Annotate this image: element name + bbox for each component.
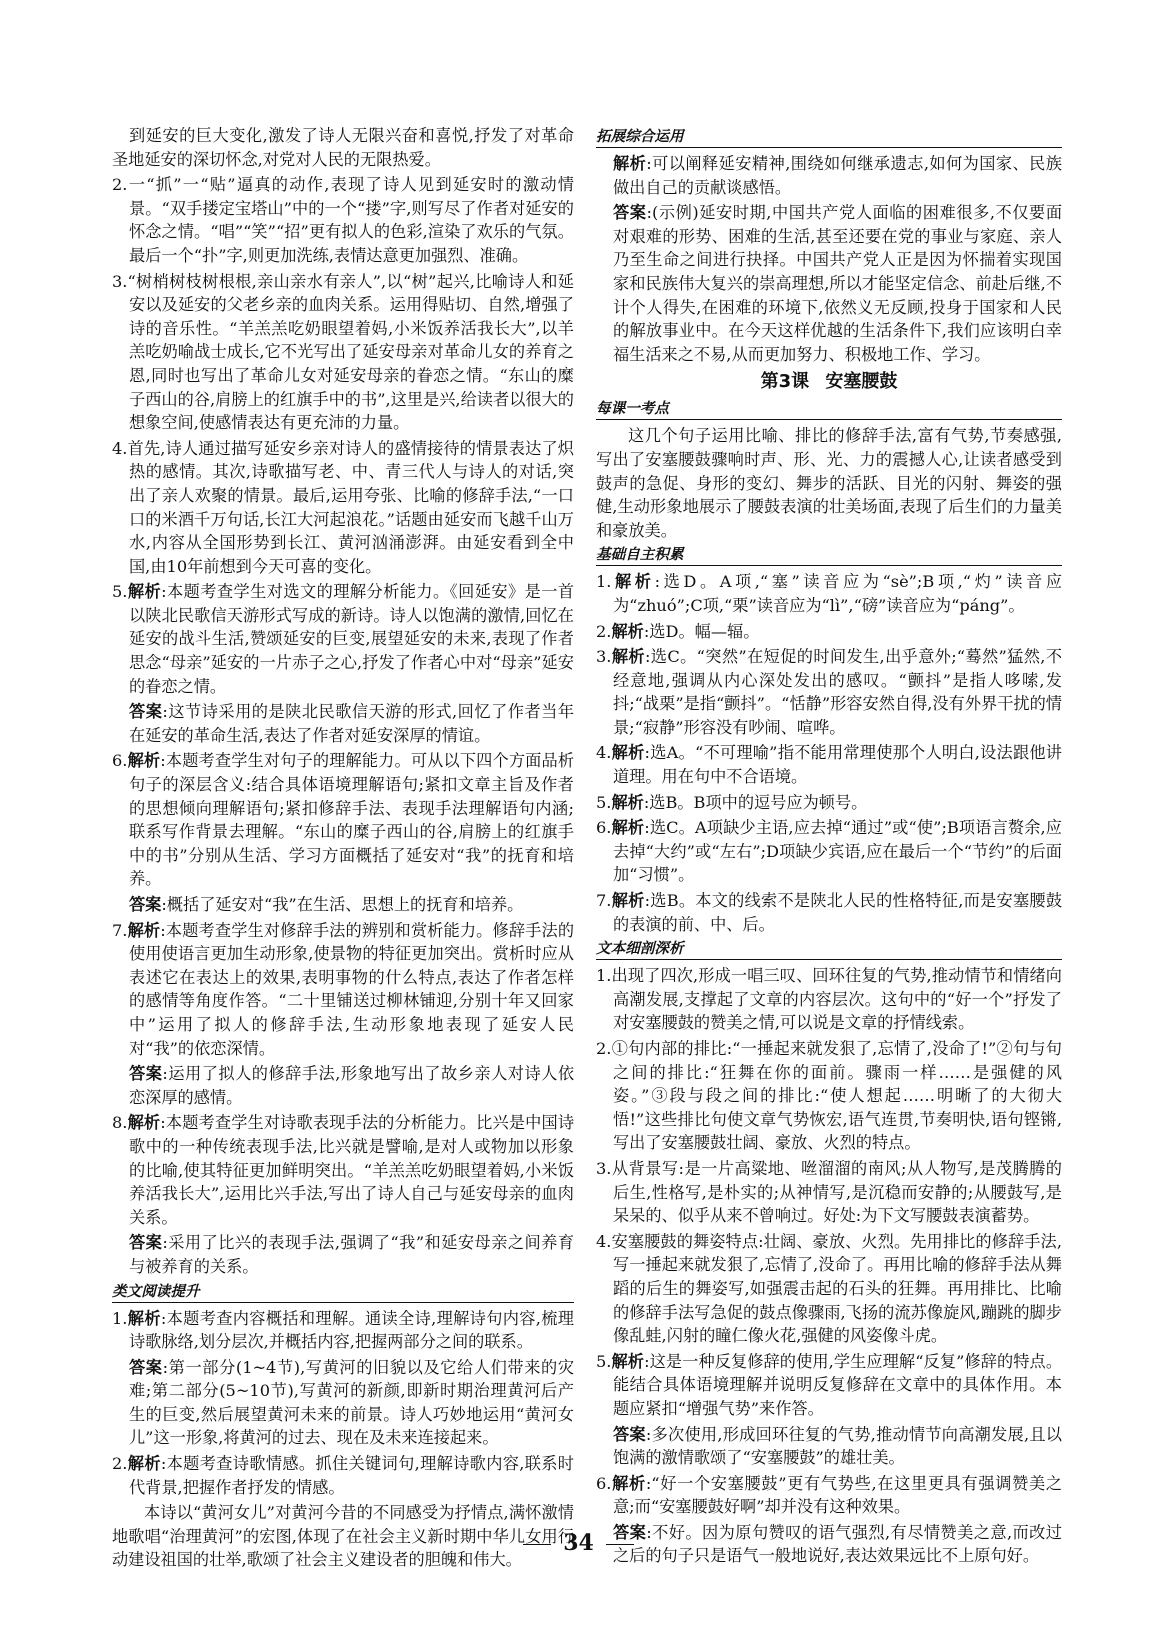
item-number: 7.	[112, 920, 128, 940]
analysis-text: :选B。B项中的逗号应为顿号。	[643, 792, 868, 812]
analysis-label: 解析	[127, 920, 161, 940]
continued-paragraph: 到延安的巨大变化,激发了诗人无限兴奋和喜悦,抒发了对革命圣地延安的深切怀念,对党对人民的无限热爱。	[112, 126, 574, 169]
jichu-item-6	[596, 816, 1062, 887]
answer-5-key	[112, 700, 574, 747]
analysis-text: :选C。A项缺少主语,应去掉“通过”或“使”;B项语言赘余,应去掉“大约”或“左右”;D项缺少宾语,应在最后一个“节约”的后面加“习惯”。	[613, 818, 1062, 885]
answer-item-4: 4.首先,诗人通过描写延安乡亲对诗人的盛情接待的情景表达了炽热的感情。其次,诗歌描写老、中、青三代人与诗人的对话,突出了亲人欢聚的情景。最后,运用夸张、比喻的修辞手法,“一口口的米酒千万句话,长江大河起浪花。”话题由延安而飞越千山万水,内容从全国形势到长江、黄河汹涌澎湃。由延安看到全中国,由10年前想到今天可喜的变化。	[112, 438, 574, 576]
answer-label: 答案	[613, 1424, 646, 1444]
analysis-label: 解析	[127, 1113, 161, 1133]
item-number: 5.	[596, 792, 612, 812]
analysis-text: :选B。本文的线索不是陕北人民的性格特征,而是安塞腰鼓的表演的前、中、后。	[613, 891, 1063, 934]
jichu-item-5	[596, 791, 1062, 815]
page-number: 34	[563, 1530, 594, 1556]
item-number: 8.	[112, 1113, 128, 1133]
analysis-label: 解析	[611, 572, 655, 592]
section-title: 文本细剖深析	[596, 940, 684, 958]
wenben-item-3: 3.从背景写:是一片高粱地、咝溜溜的南风;从人物写,是茂腾腾的后生,性格写,是朴实的;从神情写,是沉稳而安静的;从腰鼓写,是呆呆的、似乎从来不曾响过。好处:为下文写腰鼓表演蓄势。	[596, 1158, 1062, 1226]
answer-text: :第一部分(1~4节),写黄河的旧貌以及它给人们带来的灾难;第二部分(5~10节),写黄河的新颜,即新时期治理黄河后产生的巨变,然后展望黄河未来的前景。诗人巧妙地运用“黄河女儿”这一形象,将黄河的过去、现在及未来连接起来。	[129, 1357, 575, 1448]
answer-label: 答案	[129, 702, 163, 722]
analysis-label: 解析	[611, 891, 645, 911]
item-number: 1.	[596, 572, 612, 592]
item-number: 6.	[596, 1473, 612, 1493]
analysis-label: 解析	[127, 751, 161, 771]
jichu-item-4	[596, 741, 1062, 788]
analysis-label: 解析	[611, 621, 644, 641]
analysis-text: :选D。A项,“塞”读音应为“sè”;B项,“灼”读音应为“zhuó”;C项,“栗”读音应为“lì”,“磅”读音应为“páng”。	[613, 572, 1063, 615]
item-number: 2.	[112, 1454, 128, 1474]
answer-item-6	[112, 749, 574, 891]
section-heading-wenben	[596, 939, 1062, 960]
item-number: 1.	[112, 1308, 128, 1328]
item-number: 5.	[596, 1351, 612, 1371]
leiwen-2-paragraph: 本诗以“黄河女儿”对黄河今昔的不同感受为抒情点,满怀激情地歌唱“治理黄河”的宏图,体现了在社会主义新时期中华儿女用行动建设祖国的壮举,歌颂了社会主义建设者的胆魄和伟大。	[112, 1503, 574, 1570]
answer-label: 答案	[129, 895, 162, 914]
analysis-text: :选A。“不可理喻”指不能用常理使那个人明白,设法跟他讲道理。用在句中不合语境。	[613, 743, 1062, 787]
answer-item-5	[112, 580, 574, 698]
tuozhan-answer	[596, 201, 1062, 366]
analysis-label: 解析	[611, 1351, 645, 1371]
wenben-item-2: 2.①句内部的排比:“一捶起来就发狠了,忘情了,没命了!”②句与句之间的排比:“狂舞在你的面前。骤雨一样……是强健的风姿。”③段与段之间的排比:“使人想起……明晰了的大彻大悟!”这些排比句使文章气势恢宏,语气连贯,节奏明快,语句铿锵,写出了安塞腰鼓壮阔、豪放、火烈的特点。	[596, 1039, 1062, 1153]
answer-item-2: 2.一“抓”一“贴”逼真的动作,表现了诗人见到延安时的激动情景。“双手搂定宝塔山”中的一个“搂”字,则写尽了作者对延安的怀念之情。“唱”“笑”“招”更有拟人的色彩,渲染了欢乐的气氛。最后一个“扑”字,则更加洗练,表情达意更加强烈、准确。	[112, 175, 574, 265]
analysis-text: :选C。“突然”在短促的时间发生,出乎意外;“蓦然”猛然,不经意地,强调从内心深处发出的感叹。“颤抖”是指人哆嗦,发抖;“战栗”是指“颤抖”。“恬静”形容安然自得,没有外界干扰的情景;“寂静”形容没有吵闹、喧哗。	[613, 647, 1063, 737]
analysis-text: :可以阐释延安精神,围绕如何继承遗志,如何为国家、民族做出自己的贡献谈感悟。	[613, 154, 1062, 197]
analysis-text: :这是一种反复修辞的使用,学生应理解“反复”修辞的特点。能结合具体语境理解并说明反复修辞在文章中的具体作用。本题应紧扣“增强气势”来作答。	[613, 1351, 1063, 1418]
answer-7-key	[112, 1062, 574, 1109]
wenben-item-5	[596, 1350, 1062, 1421]
section-heading-tuozhan	[596, 127, 1062, 148]
answer-text: :这节诗采用的是陕北民歌信天游的形式,回忆了作者当年在延安的革命生活,表达了作者对延安深厚的情谊。	[129, 702, 575, 745]
jichu-item-1	[596, 570, 1062, 617]
answer-label: 答案	[129, 1357, 163, 1377]
answer-text: :不好。因为原句赞叹的语气强烈,有尽情赞美之意,而改过之后的句子只是语气一般地说好,表达效果远比不上原句好。	[613, 1522, 1062, 1566]
answer-label: 答案	[129, 1233, 163, 1253]
answer-text: :采用了比兴的表现手法,强调了“我”和延安母亲之间养育与被养育的关系。	[129, 1233, 575, 1276]
analysis-text: :“好一个安塞腰鼓”更有气势些,在这里更具有强调赞美之意;而“安塞腰鼓好啊”却并没有这种效果。	[613, 1473, 1063, 1517]
section-heading-jichu	[596, 545, 1062, 566]
footer-dash-left	[523, 1544, 551, 1545]
item-number: 7.	[596, 891, 612, 911]
item-number: 6.	[596, 818, 612, 838]
answer-item-8	[112, 1111, 574, 1229]
tuozhan-analysis	[596, 152, 1062, 199]
section-title: 类文阅读提升	[112, 1282, 200, 1300]
section-heading-meike	[596, 399, 1062, 420]
answer-6-key	[112, 893, 574, 917]
analysis-label: 解析	[611, 647, 645, 667]
item-number: 5.	[112, 582, 128, 602]
jichu-item-7	[596, 889, 1062, 936]
leiwen-item-2	[112, 1452, 574, 1499]
analysis-text: :本题考查诗歌情感。抓住关键词句,理解诗歌内容,联系时代背景,把握作者抒发的情感。	[129, 1454, 574, 1497]
analysis-text: :选D。幅—辐。	[643, 621, 760, 641]
analysis-label: 解析	[611, 792, 644, 812]
section-title: 每课一考点	[596, 400, 669, 418]
section-heading-leiwen	[112, 1282, 574, 1303]
answer-label: 答案	[613, 203, 647, 223]
analysis-label: 解析	[127, 1308, 161, 1328]
analysis-label: 解析	[611, 1473, 646, 1493]
analysis-text: :本题考查学生对修辞手法的辨别和赏析能力。修辞手法的使用使语言更加生动形象,使景物的特征更加突出。赏析时应从表述它在表达上的效果,表明事物的什么特点,表达了作者怎样的感情等角度作答。“二十里铺送过柳林铺迎,分别十年又回家中”运用了拟人的修辞手法,生动形象地表现了延安人民对“我”的依恋深情。	[129, 920, 575, 1058]
wenben-item-4: 4.安塞腰鼓的舞姿特点:壮阔、豪放、火烈。先用排比的修辞手法,写一捶起来就发狠了,忘情了,没命了。再用比喻的修辞手法从舞蹈的后生的舞姿写,如强震击起的石头的狂舞。再用排比、比喻的修辞手法写急促的鼓点像骤雨,飞扬的流苏像旋风,蹦跳的脚步像乱蛙,闪射的瞳仁像火花,强健的风姿像斗虎。	[596, 1231, 1062, 1346]
wenben-item-1: 1.出现了四次,形成一唱三叹、回环往复的气势,推动情节和情绪向高潮发展,支撑起了文章的内容层次。这句中的“好一个”抒发了对安塞腰鼓的赞美之情,可以说是文章的抒情线索。	[596, 966, 1062, 1033]
analysis-label: 解析	[611, 743, 645, 763]
answer-8-key	[112, 1231, 574, 1278]
analysis-label: 解析	[127, 1454, 161, 1474]
analysis-text: :本题考查学生对选文的理解分析能力。《回延安》是一首以陕北民歌信天游形式写成的新诗。诗人以饱满的激情,回忆在延安的战斗生活,赞颂延安的巨变,展望延安的未来,表现了作者思念“母亲”延安的一片赤子之心,抒发了作者心中对“母亲”延安的眷恋之情。	[129, 582, 575, 696]
answer-text: :多次使用,形成回环往复的气势,推动情节向高潮发展,且以饱满的激情歌颂了“安塞腰鼓”的雄壮美。	[613, 1424, 1062, 1468]
answer-label: 答案	[129, 1064, 163, 1084]
answer-item-3: 3.“树梢树枝树根根,亲山亲水有亲人”,以“树”起兴,比喻诗人和延安以及延安的父老乡亲的血肉关系。运用得贴切、自然,增强了诗的音乐性。“羊羔羔吃奶眼望着妈,小米饭养活我长大”,以羊羔吃奶喻战士成长,它不光写出了延安母亲对革命儿女的养育之恩,同时也写出了革命儿女对延安母亲的眷恋之情。“东山的糜子西山的谷,肩膀上的红旗手中的书”,这里是兴,给读者以很大的想象空间,使感情表达有更充沛的力量。	[112, 271, 574, 433]
jichu-item-3	[596, 645, 1062, 739]
analysis-text: :本题考查学生对句子的理解能力。可从以下四个方面品析句子的深层含义:结合具体语境理解语句;紧扣文章主旨及作者的思想倾向理解语句;紧扣修辞手法、表现手法理解语句内涵;联系写作背景去理解。“东山的糜子西山的谷,肩膀上的红旗手中的书”分别从生活、学习方面概括了延安对“我”的抚育和培养。	[129, 751, 575, 889]
item-number: 6.	[112, 751, 128, 771]
answer-text: :运用了拟人的修辞手法,形象地写出了故乡亲人对诗人依恋深厚的感情。	[129, 1064, 575, 1107]
answer-label: 答案	[613, 1522, 647, 1542]
analysis-text: :本题考查内容概括和理解。通读全诗,理解诗句内容,梳理诗歌脉络,划分层次,并概括内容,把握两部分之间的联系。	[129, 1308, 574, 1352]
right-column	[596, 124, 1062, 1570]
section-title: 拓展综合运用	[596, 128, 684, 145]
left-column	[112, 124, 574, 1574]
section-title: 基础自主积累	[596, 546, 684, 564]
answer-item-7	[112, 919, 574, 1061]
jichu-item-2	[596, 620, 1062, 644]
footer-dash-right	[606, 1544, 634, 1545]
wenben-item-6	[596, 1472, 1062, 1519]
answer-text: :概括了延安对“我”在生活、思想上的抚育和培养。	[161, 895, 524, 914]
leiwen-1-key	[112, 1356, 574, 1450]
item-number: 2.	[596, 621, 612, 641]
page-footer	[0, 1530, 1157, 1556]
analysis-label: 解析	[611, 818, 645, 838]
analysis-text: :本题考查学生对诗歌表现手法的分析能力。比兴是中国诗歌中的一种传统表现手法,比兴就是譬喻,是对人或物加以形象的比喻,使其特征更加鲜明突出。“羊羔羔吃奶眼望着妈,小米饭养活我长大”,运用比兴手法,写出了诗人自己与延安母亲的血肉关系。	[129, 1113, 575, 1227]
meike-paragraph: 这几个句子运用比喻、排比的修辞手法,富有气势,节奏感强,写出了安塞腰鼓骤响时声、形、光、力的震撼人心,让读者感受到鼓声的急促、身形的变幻、舞步的活跃、目光的闪射、舞姿的强健,生动形象地展示了腰鼓表演的壮美场面,表现了后生们的力量美和豪放美。	[596, 426, 1062, 540]
item-number: 3.	[596, 647, 612, 667]
item-number: 4.	[596, 743, 612, 763]
lesson-title: 第3课 安塞腰鼓	[760, 371, 898, 393]
wenben-5-key	[596, 1423, 1062, 1470]
analysis-label: 解析	[613, 154, 647, 173]
answer-text: :(示例)延安时期,中国共产党人面临的困难很多,不仅要面对艰难的形势、困难的生活,甚至还要在党的事业与家庭、亲人乃至生命之间进行抉择。中国共产党人正是因为怀揣着实现国家和民族伟大复兴的崇高理想,所以才能坚定信念、前赴后继,不计个人得失,在困难的环境下,依然义无反顾,投身于国家和人民的解放事业中。在今天这样优越的生活条件下,我们应该明白幸福生活来之不易,从而更加努力、积极地工作、学习。	[613, 203, 1063, 364]
analysis-label: 解析	[127, 582, 162, 602]
leiwen-item-1	[112, 1307, 574, 1354]
